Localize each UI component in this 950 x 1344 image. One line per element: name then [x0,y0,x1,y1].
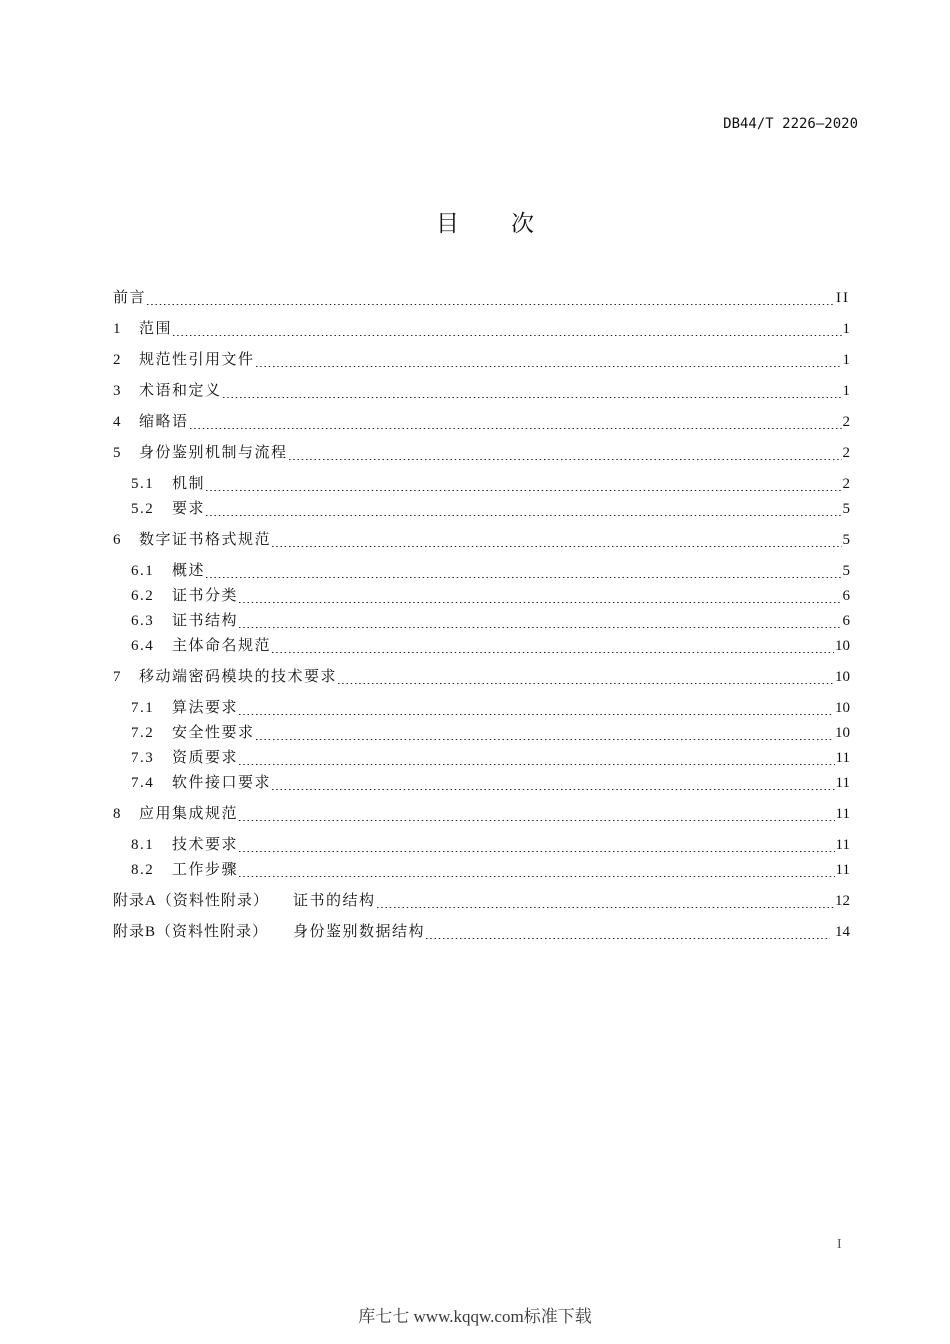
toc-entry-page: 14 [835,924,850,940]
toc-entry-number: 6.2 [131,588,155,604]
toc-entry-page: 12 [835,893,850,909]
toc-subentry[interactable] [113,559,850,584]
toc-subentry[interactable] [113,833,850,858]
toc-entry[interactable] [113,802,850,827]
toc-entry-page: 2 [842,414,850,430]
toc-entry[interactable] [113,441,850,466]
toc-subentry[interactable] [113,858,850,883]
dot-leader [426,920,830,945]
toc-entry-number: 8 [113,806,121,822]
toc-entry-number: 3 [113,383,121,399]
toc-entry-page: 11 [835,750,850,766]
toc-entry-number: 7.3 [131,750,155,766]
toc-entry-number: 5.1 [131,476,155,492]
toc-entry[interactable] [113,317,850,342]
toc-entry-page: 10 [835,669,850,685]
dot-leader [190,410,842,435]
toc-entry-title: 证书的结构 [293,893,376,909]
toc-appendix-entry[interactable] [113,889,850,914]
toc-entry-title: 工作步骤 [172,862,239,878]
toc-entry-page: 5 [842,563,850,579]
toc-entry-number: 6 [113,532,121,548]
toc-entry-title: 身份鉴别数据结构 [293,924,426,940]
toc-entry-page: 1 [842,321,850,337]
toc-entry[interactable] [113,528,850,553]
toc-entry-page: 11 [835,775,850,791]
toc-entry-page: II [836,290,850,306]
toc-entry-page: 10 [835,725,850,741]
toc-entry-page: 2 [842,445,850,461]
toc-entry[interactable] [113,348,850,373]
toc-subentry[interactable] [113,721,850,746]
dot-leader [239,584,841,609]
table-of-contents [113,280,850,945]
dot-leader [239,696,834,721]
toc-entry-page: 2 [842,476,850,492]
dot-leader [272,634,834,659]
toc-entry-number: 5.2 [131,501,155,517]
toc-entry-title: 软件接口要求 [172,775,272,791]
toc-entry-title: 资质要求 [172,750,239,766]
toc-entry-page: 5 [842,501,850,517]
toc-entry-title: 数字证书格式规范 [139,532,272,548]
page-number: I [837,1237,842,1252]
toc-entry-page: 5 [842,532,850,548]
toc-entry-title: 应用集成规范 [139,806,239,822]
dot-leader [239,858,835,883]
toc-entry-title: 规范性引用文件 [139,352,255,368]
dot-leader [289,441,842,466]
toc-entry-number: 7.2 [131,725,155,741]
toc-entry-title: 概述 [172,563,206,579]
toc-subentry[interactable] [113,634,850,659]
toc-subentry[interactable] [113,472,850,497]
toc-entry[interactable] [113,665,850,690]
toc-entry-title: 算法要求 [172,700,239,716]
toc-entry-page: 6 [842,613,850,629]
toc-entry-title: 主体命名规范 [172,638,272,654]
toc-entry-number: 8.2 [131,862,155,878]
toc-entry-page: 11 [835,837,850,853]
toc-entry-page: 11 [835,806,850,822]
dot-leader [256,348,842,373]
toc-appendix-entry[interactable] [113,920,850,945]
dot-leader [206,497,841,522]
page-title: 目次 [436,211,586,237]
dot-leader [377,889,834,914]
toc-entry-number: 6.1 [131,563,155,579]
toc-entry-number: 7.1 [131,700,155,716]
dot-leader [239,746,835,771]
toc-subentry[interactable] [113,746,850,771]
appendix-label: 附录A（资料性附录） [113,893,269,909]
toc-entry[interactable] [113,379,850,404]
toc-subentry[interactable] [113,771,850,796]
toc-entry-page: 1 [842,352,850,368]
dot-leader [206,559,841,584]
toc-entry-number: 6.3 [131,613,155,629]
toc-entry-title: 术语和定义 [139,383,222,399]
toc-entry[interactable] [113,410,850,435]
standard-code: DB44/T 2226—2020 [723,116,858,132]
dot-leader [272,528,841,553]
toc-entry-page: 6 [842,588,850,604]
toc-subentry[interactable] [113,497,850,522]
dot-leader [239,833,835,858]
toc-entry-number: 2 [113,352,121,368]
toc-entry-number: 7 [113,669,121,685]
toc-entry-number: 6.4 [131,638,155,654]
toc-entry-title: 机制 [172,476,206,492]
dot-leader [206,472,841,497]
toc-entry-number: 4 [113,414,121,430]
toc-entry-number: 1 [113,321,121,337]
dot-leader [272,771,835,796]
dot-leader [256,721,834,746]
toc-subentry[interactable] [113,609,850,634]
toc-entry-title: 证书分类 [172,588,239,604]
footer-watermark: 库七七 www.kqqw.com标准下载 [358,1307,592,1326]
toc-entry-title: 身份鉴别机制与流程 [139,445,288,461]
dot-leader [147,286,833,311]
toc-entry-title: 范围 [139,321,173,337]
toc-entry-title: 安全性要求 [172,725,255,741]
toc-entry-preface[interactable] [113,286,850,311]
toc-subentry[interactable] [113,696,850,721]
dot-leader [338,665,834,690]
appendix-label: 附录B（资料性附录） [113,924,269,940]
toc-entry-page: 10 [835,700,850,716]
toc-entry-title: 技术要求 [172,837,239,853]
dot-leader [223,379,842,404]
toc-entry-page: 10 [835,638,850,654]
dot-leader [239,802,835,827]
toc-entry-page: 1 [842,383,850,399]
toc-entry-title: 要求 [172,501,206,517]
toc-entry-title: 缩略语 [139,414,189,430]
toc-subentry[interactable] [113,584,850,609]
toc-entry-title: 前言 [113,290,147,306]
toc-entry-title: 移动端密码模块的技术要求 [139,669,338,685]
toc-entry-number: 7.4 [131,775,155,791]
toc-entry-page: 11 [835,862,850,878]
dot-leader [239,609,841,634]
dot-leader [173,317,841,342]
toc-entry-number: 8.1 [131,837,155,853]
toc-entry-title: 证书结构 [172,613,239,629]
toc-entry-number: 5 [113,445,121,461]
